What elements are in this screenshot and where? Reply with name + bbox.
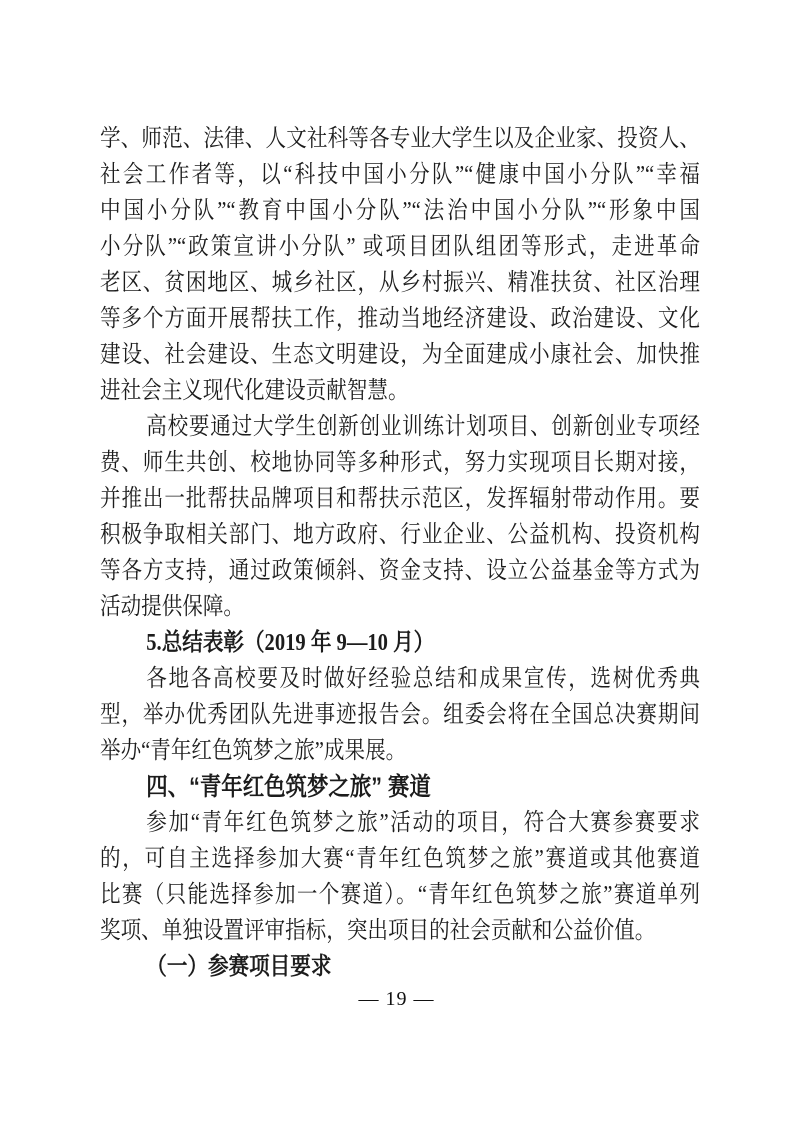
heading-summary-commendation: 5.总结表彰（2019 年 9—10 月）	[146, 630, 435, 656]
text-block	[100, 121, 700, 985]
page-number: — 19 —	[358, 988, 435, 1010]
text-line: 进社会主义现代化建设贡献智慧。	[100, 378, 409, 404]
text-line: 学、师范、法律、人文社科等各专业大学生以及企业家、投资人、	[100, 126, 700, 152]
text-line: 费、师生共创、校地协同等多种形式，努力实现项目长期对接，	[100, 450, 700, 476]
heading-red-dream-track: 四、“青年红色筑梦之旅” 赛道	[146, 773, 431, 801]
text-line: 建设、社会建设、生态文明建设，为全面建成小康社会、加快推	[100, 342, 700, 368]
text-line: 小分队”“政策宣讲小分队” 或项目团队组团等形式，走进革命	[100, 234, 700, 260]
text-line: 活动提供保障。	[100, 594, 244, 620]
text-line: 奖项、单独设置评审指标，突出项目的社会贡献和公益价值。	[100, 918, 656, 944]
text-line: 老区、贫困地区、城乡社区，从乡村振兴、精准扶贫、社区治理	[100, 270, 700, 296]
text-line: 社会工作者等，以“科技中国小分队”“健康中国小分队”“幸福	[100, 162, 700, 188]
text-line: 参加“青年红色筑梦之旅”活动的项目，符合大赛参赛要求	[146, 810, 700, 836]
heading-entry-requirements: （一）参赛项目要求	[146, 954, 332, 980]
text-line: 比赛（只能选择参加一个赛道）。“青年红色筑梦之旅”赛道单列	[100, 882, 700, 908]
text-line: 举办“青年红色筑梦之旅”成果展。	[100, 738, 407, 764]
text-line: 积极争取相关部门、地方政府、行业企业、公益机构、投资机构	[100, 522, 700, 548]
text-line: 中国小分队”“教育中国小分队”“法治中国小分队”“形象中国	[100, 198, 700, 224]
text-line: 的，可自主选择参加大赛“青年红色筑梦之旅”赛道或其他赛道	[100, 846, 700, 872]
text-line: 型，举办优秀团队先进事迹报告会。组委会将在全国总决赛期间	[100, 702, 700, 728]
text-line: 并推出一批帮扶品牌项目和帮扶示范区，发挥辐射带动作用。要	[100, 486, 700, 512]
text-line: 等多个方面开展帮扶工作，推动当地经济建设、政治建设、文化	[100, 306, 700, 332]
text-line: 高校要通过大学生创新创业训练计划项目、创新创业专项经	[146, 414, 700, 440]
text-line: 等各方支持，通过政策倾斜、资金支持、设立公益基金等方式为	[100, 558, 700, 584]
text-line: 各地各高校要及时做好经验总结和成果宣传，选树优秀典	[146, 666, 700, 692]
